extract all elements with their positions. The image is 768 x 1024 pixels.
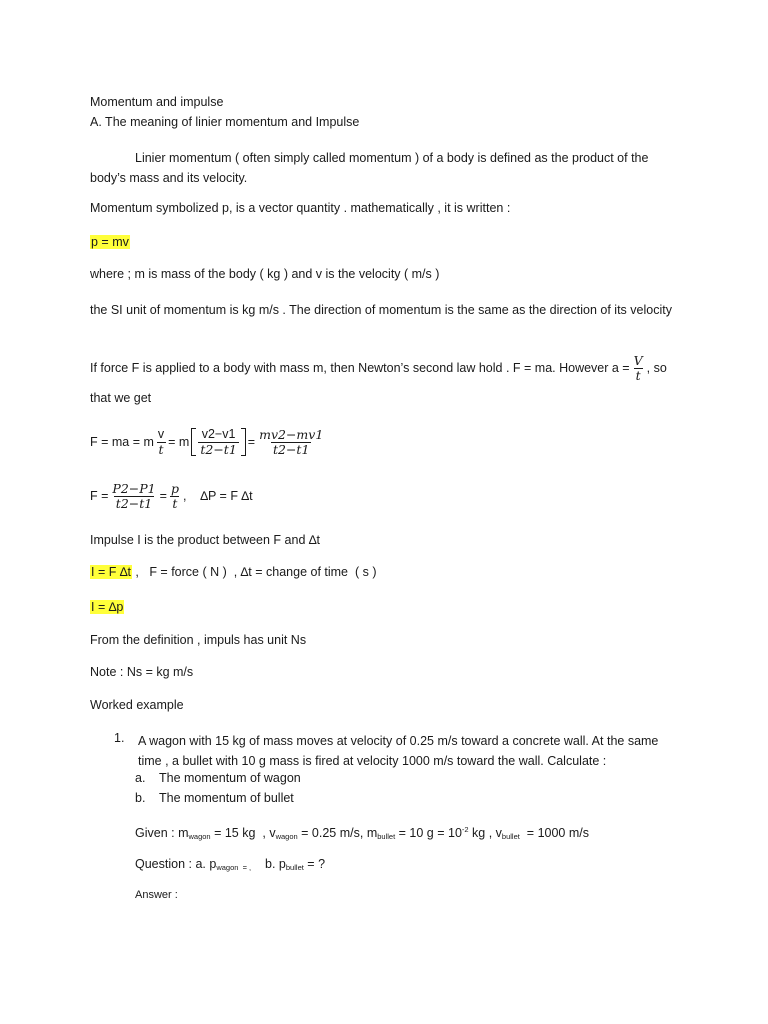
eq2-fraction-p-t (169, 482, 181, 511)
question-part1: Question : a. p (135, 857, 217, 871)
eq1-f3-num: mv2−mv1 (259, 426, 324, 442)
highlight-impulse-dp: I = ∆p (91, 600, 124, 614)
impulse-variables: , F = force ( N ) , ∆t = change of time ( s ) (131, 565, 377, 579)
eq1-f1-den: t (158, 441, 164, 457)
given-part1: Given : m (135, 826, 189, 840)
given-part6: = 1000 m/s (519, 826, 589, 840)
worked-example-heading: Worked example (90, 698, 184, 712)
eq2-lhs: F = (90, 489, 109, 503)
eq2-f2-den: t (172, 495, 178, 511)
answer-label: Answer : (135, 889, 178, 901)
highlight-formula-p: p = mv (91, 235, 129, 249)
equation-force-derivation (90, 423, 327, 461)
eq1-equals-m: = m (168, 435, 190, 449)
item-b-text: The momentum of bullet (159, 791, 294, 805)
eq1-fraction-v-t (156, 428, 166, 457)
given-sub-wagon-m: wagon (188, 832, 211, 841)
question-sub-bullet: bullet (285, 863, 304, 872)
eq1-f2-num: v2−v1 (201, 426, 236, 441)
eq1-f3-den: t2−t1 (272, 441, 310, 457)
given-part3: = 0.25 m/s, m (297, 826, 378, 840)
example-1-text: A wagon with 15 kg of mass moves at velocity of 0.25 m/s toward a concrete wall. At the same time , a bullet with 10 g mass is fired at velocity 1000 m/s toward the wall. Calculate : (138, 734, 659, 768)
eq1-lhs: F = ma = m (90, 435, 154, 449)
section-heading-a: A. The meaning of linier momentum and Impulse (90, 115, 360, 129)
item-b-marker: b. (135, 791, 146, 805)
eq2-equals: = (159, 489, 167, 503)
equation-force-momentum (90, 477, 253, 515)
impulse-formula-line (90, 565, 376, 579)
given-sub-bullet-m: bullet (377, 832, 396, 841)
eq1-equals: = (247, 435, 256, 449)
given-sub-bullet-v: bullet (501, 832, 520, 841)
eq2-f1-den: t2−t1 (115, 495, 153, 511)
formula-p-mv (90, 235, 130, 249)
question-line (135, 857, 325, 872)
where-line: where ; m is mass of the body ( kg ) and v is the velocity ( m/s ) (90, 267, 440, 281)
eq1-f1-num: v (157, 426, 165, 441)
example-1 (114, 731, 674, 771)
impulse-definition: Impulse I is the product between F and ∆t (90, 533, 320, 547)
doc-title: Momentum and impulse (90, 95, 224, 109)
given-line (135, 825, 589, 841)
si-unit-paragraph: the SI unit of momentum is kg m/s . The direction of momentum is the same as the direction of its velocity (90, 303, 672, 317)
eq1-f2-den: t2−t1 (200, 441, 237, 457)
eq2-tail: , ∆P = F ∆t (182, 489, 253, 503)
force-text-part1: If force F is applied to a body with mass m, then Newton’s second law hold . F = ma. However a = (90, 361, 630, 375)
item-a-marker: a. (135, 771, 146, 785)
eq2-f1-num: P2−P1 (112, 480, 156, 496)
example-1-item-b (135, 791, 294, 805)
highlight-impulse-formula: I = F ∆t (91, 565, 131, 579)
example-1-item-a (135, 771, 301, 785)
force-paragraph (90, 351, 667, 385)
eq2-fraction-dp-dt (110, 482, 157, 511)
note-line: Note : Ns = kg m/s (90, 665, 194, 679)
force-text-part2: , so (646, 361, 667, 375)
eq1-bracket (191, 428, 245, 457)
paragraph-linear-momentum: Linier momentum ( often simply called momentum ) of a body is defined as the product of the body’s mass and its velocity. (90, 151, 649, 185)
eq1-fraction-dmv-dt (257, 428, 325, 457)
paragraph-momentum-symbol: Momentum symbolized p, is a vector quantity . mathematically , it is written : (90, 201, 511, 215)
fraction-numerator: V (633, 352, 643, 368)
given-sup-exponent: -2 (461, 825, 469, 834)
question-sub-wagon: wagon = , (216, 863, 252, 872)
fraction-v-over-t (632, 354, 645, 383)
example-1-number: 1. (114, 731, 125, 745)
question-part2: b. p (251, 857, 286, 871)
fraction-denominator: t (635, 367, 641, 383)
given-part4: = 10 g = 10 (395, 826, 462, 840)
that-we-get: that we get (90, 391, 152, 405)
given-part5: kg , v (468, 826, 502, 840)
eq2-f2-num: p (170, 480, 179, 496)
eq1-fraction-dv-dt (198, 428, 238, 457)
given-part2: = 15 kg , v (210, 826, 276, 840)
question-part3: = ? (303, 857, 326, 871)
impuls-unit: From the definition , impuls has unit Ns (90, 633, 307, 647)
impulse-dp-line (90, 600, 124, 614)
given-sub-wagon-v: wagon (275, 832, 298, 841)
item-a-text: The momentum of wagon (159, 771, 301, 785)
